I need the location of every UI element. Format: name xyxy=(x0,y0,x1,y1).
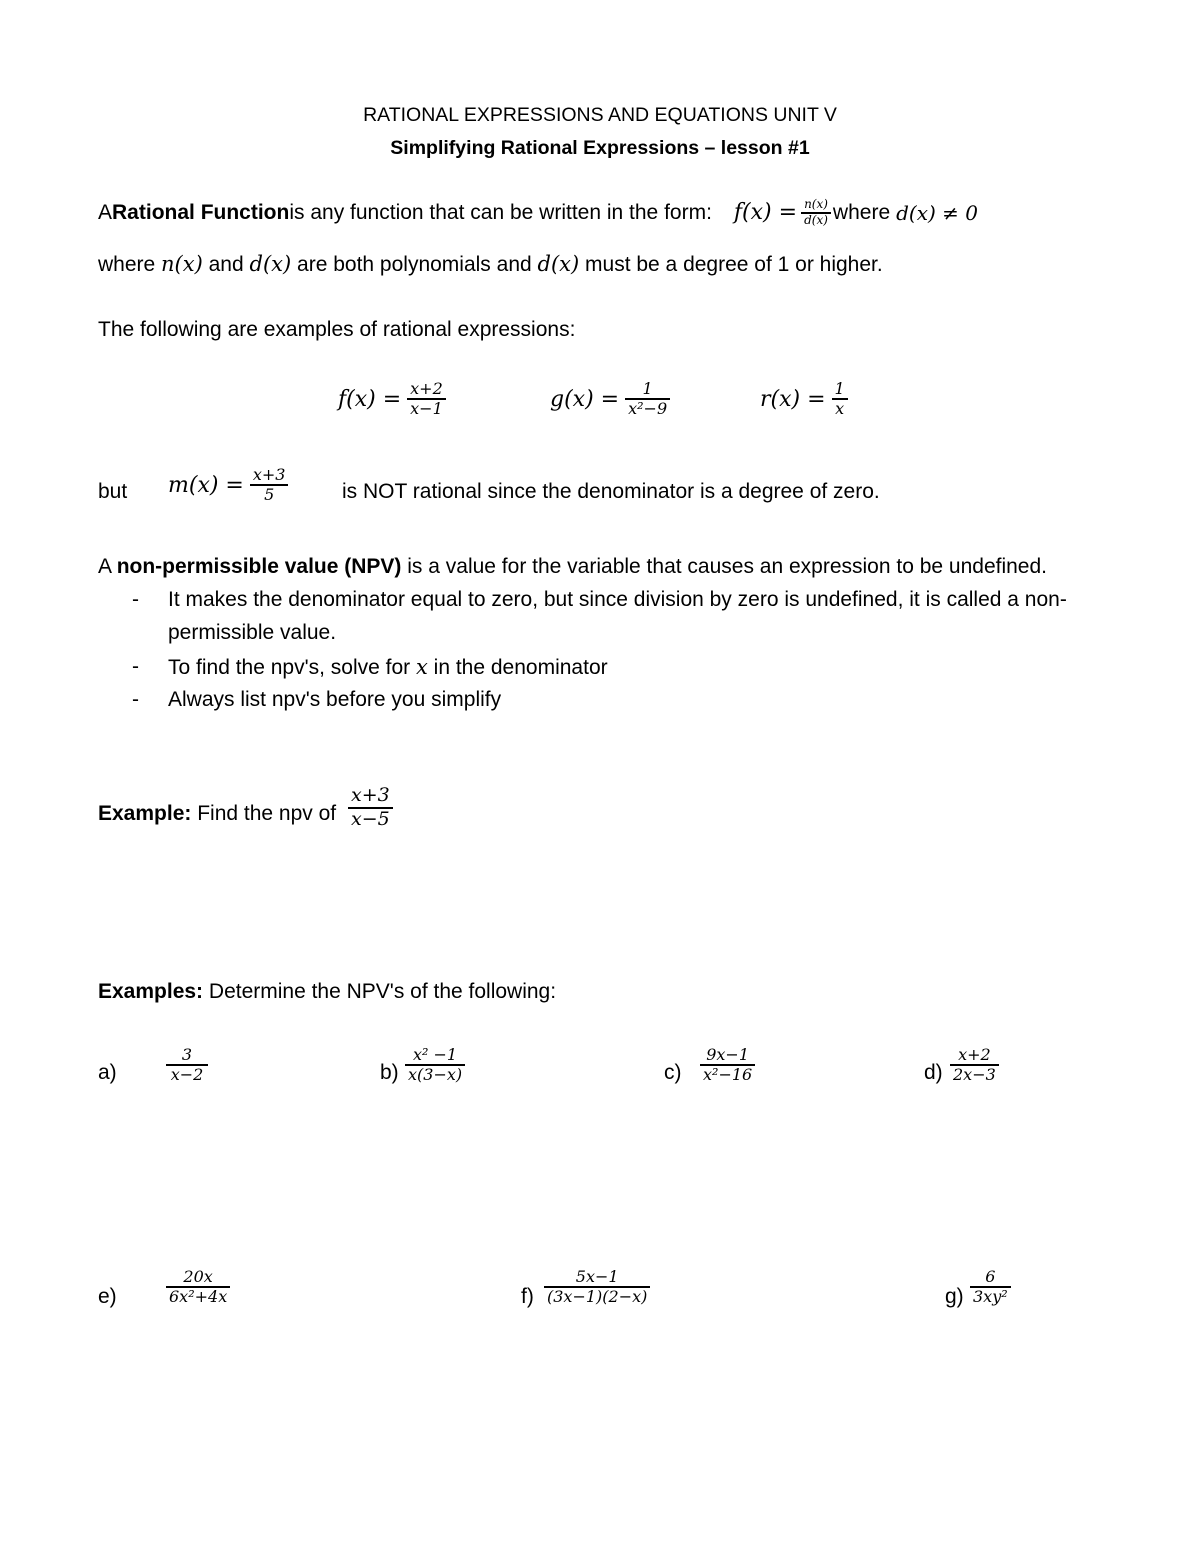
nx: n(x) xyxy=(161,252,203,276)
definition-prefix: A xyxy=(98,200,113,224)
item-f xyxy=(544,1268,650,1307)
g-num: 1 xyxy=(642,379,653,398)
npv-prefix: A xyxy=(98,555,117,578)
example1-num: x+3 xyxy=(351,784,390,806)
item-b-den: x(3−x) xyxy=(408,1065,463,1085)
r-den: x xyxy=(835,399,845,419)
example1-fraction-wrap xyxy=(348,785,393,831)
line2-a: where xyxy=(98,253,162,276)
example1-fraction xyxy=(348,785,393,831)
counter-but: but xyxy=(98,480,128,503)
form-lhs: f(x) = xyxy=(733,200,798,226)
g-fraction xyxy=(625,380,670,419)
item-f-den: (3x−1)(2−x) xyxy=(547,1287,648,1307)
bullet-1-cont: permissible value. xyxy=(168,621,337,644)
item-a-den: x−2 xyxy=(170,1065,204,1085)
item-g-num: 6 xyxy=(985,1267,996,1286)
item-a xyxy=(166,1046,208,1085)
item-c-fraction xyxy=(700,1046,755,1085)
condition-word: where xyxy=(832,200,891,224)
item-f-fraction xyxy=(544,1268,650,1307)
item-e-letter: e) xyxy=(98,1285,117,1308)
form-denominator: d(x) xyxy=(804,212,828,227)
example-heading xyxy=(98,802,336,826)
r-num: 1 xyxy=(834,379,845,398)
line2-c: are both polynomials and xyxy=(291,253,538,276)
example1-den: x−5 xyxy=(351,807,390,830)
item-b-letter: b) xyxy=(380,1061,399,1084)
item-c xyxy=(700,1046,755,1085)
definition-line-2 xyxy=(98,252,883,277)
example-function-f xyxy=(338,380,446,419)
f-lhs: f(x) = xyxy=(338,386,402,412)
item-a-num: 3 xyxy=(181,1045,193,1064)
item-b-fraction xyxy=(405,1046,465,1085)
term-rational-function: Rational Function xyxy=(112,200,290,224)
bullet-1 xyxy=(132,588,1067,612)
examples-text: Determine the NPV's of the following: xyxy=(203,980,557,1003)
npv-rest: is a value for the variable that causes an expression to be undefined. xyxy=(401,555,1047,578)
f-num: x+2 xyxy=(410,379,443,398)
item-c-letter: c) xyxy=(664,1061,682,1084)
g-lhs: g(x) = xyxy=(550,386,620,412)
item-e xyxy=(166,1268,230,1307)
example-text: Find the npv of xyxy=(191,802,337,825)
item-e-fraction xyxy=(166,1268,230,1307)
item-a-fraction xyxy=(166,1046,208,1085)
line2-d: must be a degree of 1 or higher. xyxy=(579,253,883,276)
line2-b: and xyxy=(202,253,250,276)
item-e-num: 20x xyxy=(183,1267,213,1286)
item-b xyxy=(405,1046,465,1085)
item-d xyxy=(950,1046,999,1085)
item-c-den: x²−16 xyxy=(703,1065,753,1085)
bullet-2-text: To find the npv's, solve for xyxy=(168,656,416,679)
m-den: 5 xyxy=(264,485,275,505)
dx-2: d(x) xyxy=(537,252,580,276)
item-d-fraction xyxy=(950,1046,999,1085)
m-num: x+3 xyxy=(252,465,286,484)
m-lhs: m(x) = xyxy=(168,472,244,498)
item-a-letter: a) xyxy=(98,1061,117,1084)
dx: d(x) xyxy=(249,252,292,276)
examples-heading xyxy=(98,980,556,1004)
examples-label: Examples: xyxy=(98,980,204,1003)
bullet-1-text: It makes the denominator equal to zero, but since division by zero is undefined, it is called a non- xyxy=(168,588,1067,611)
dash-1: - xyxy=(132,588,139,611)
item-f-num: 5x−1 xyxy=(575,1267,619,1286)
item-e-den: 6x²+4x xyxy=(169,1287,228,1307)
dash-2: - xyxy=(132,655,139,678)
npv-term: non-permissible value (NPV) xyxy=(116,555,402,578)
item-d-den: 2x−3 xyxy=(953,1065,996,1085)
npv-definition xyxy=(98,555,1047,579)
item-f-letter: f) xyxy=(521,1285,534,1308)
page-title: RATIONAL EXPRESSIONS AND EQUATIONS UNIT V xyxy=(363,104,837,126)
bullet-3 xyxy=(132,688,502,712)
example-function-r xyxy=(760,380,848,419)
item-g xyxy=(970,1268,1011,1307)
definition-line xyxy=(98,198,978,228)
r-fraction xyxy=(832,380,848,419)
counter-text: is NOT rational since the denominator is a degree of zero. xyxy=(342,480,880,503)
counter-function-m xyxy=(168,466,288,505)
example-label: Example: xyxy=(98,802,192,825)
bullet-3-text: Always list npv's before you simplify xyxy=(168,688,502,711)
item-g-letter: g) xyxy=(945,1285,964,1308)
dash-3: - xyxy=(132,688,139,711)
item-d-letter: d) xyxy=(924,1061,943,1084)
bullet-2-tail: in the denominator xyxy=(427,656,608,679)
bullet-2-var: x xyxy=(415,655,428,679)
item-b-num: x² −1 xyxy=(413,1045,458,1064)
item-d-num: x+2 xyxy=(958,1045,991,1064)
condition: d(x) ≠ 0 xyxy=(896,200,979,225)
g-den: x²−9 xyxy=(628,399,668,419)
form-fraction xyxy=(801,198,831,228)
m-fraction xyxy=(250,466,289,505)
f-den: x−1 xyxy=(410,399,443,419)
r-lhs: r(x) = xyxy=(760,386,826,412)
item-g-fraction xyxy=(970,1268,1011,1307)
definition-text: is any function that can be written in the form: xyxy=(289,200,712,224)
form-numerator: n(x) xyxy=(804,197,828,211)
bullet-2 xyxy=(132,655,608,680)
lesson-subtitle: Simplifying Rational Expressions – lesson #1 xyxy=(390,137,810,159)
example-function-g xyxy=(550,380,670,419)
item-c-num: 9x−1 xyxy=(706,1045,749,1064)
examples-intro: The following are examples of rational expressions: xyxy=(98,318,576,341)
f-fraction xyxy=(407,380,446,419)
item-g-den: 3xy² xyxy=(973,1287,1008,1307)
